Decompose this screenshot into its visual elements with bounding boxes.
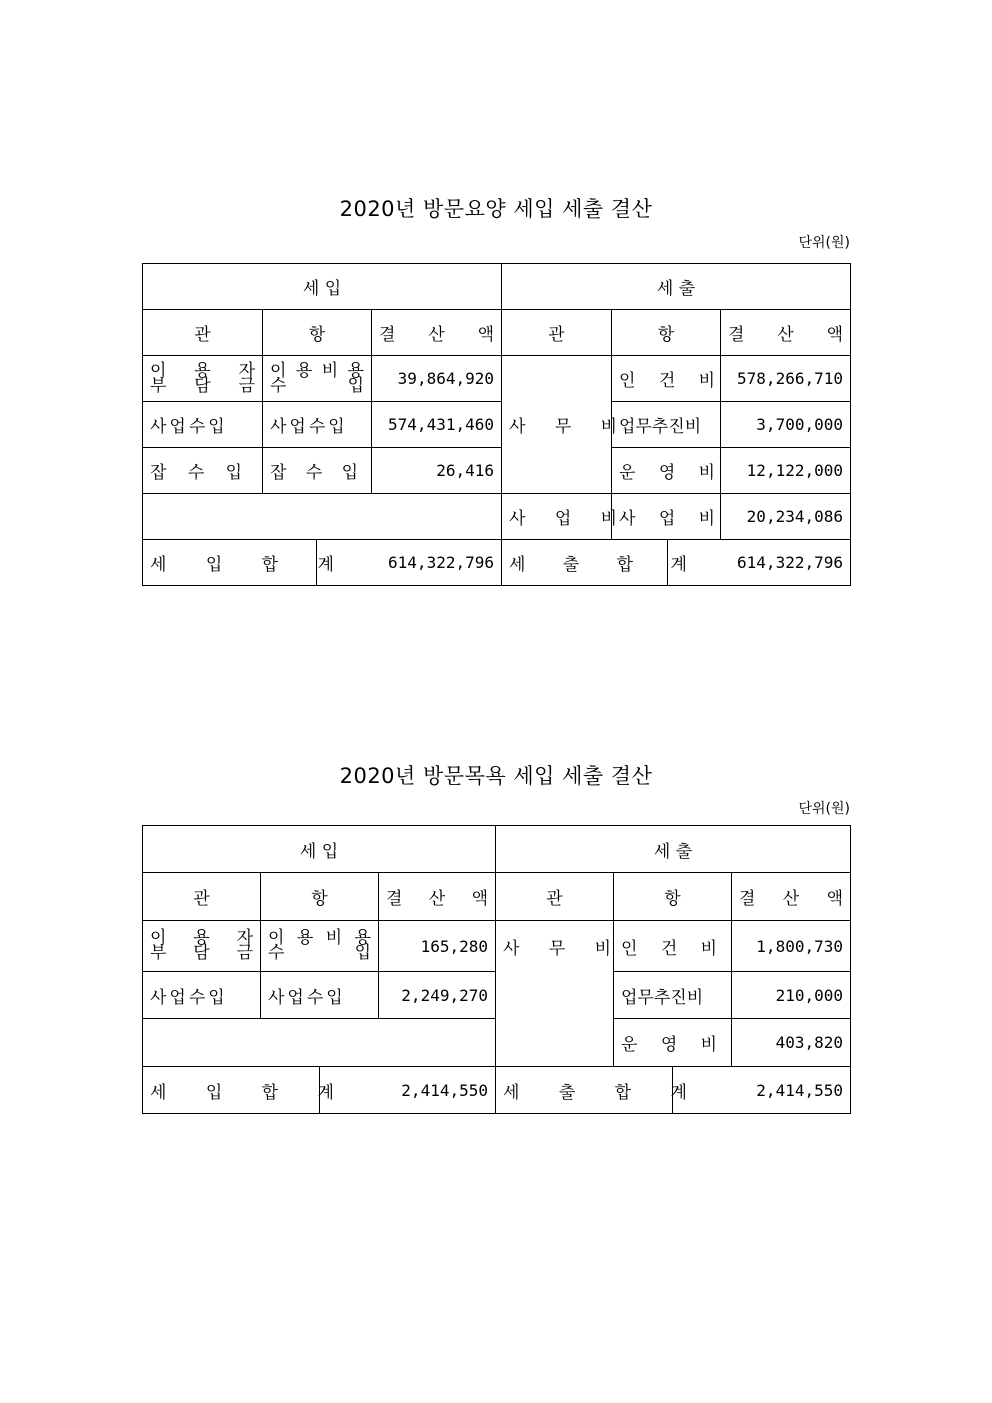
expense-col-gwan: 관 [502,310,612,356]
cell-char: 부 [150,375,167,396]
expense-hang-personnel: 인 건 비 [612,356,721,402]
expense-amount: 3,700,000 [721,402,851,448]
header-char: 결 [379,325,396,345]
income-col-gwan: 관 [143,873,261,921]
expense-col-amount [732,873,851,921]
income-amount: 165,280 [379,921,496,972]
expense-hang-operation: 운 영 비 [612,448,721,494]
expense-total-label: 세 출 합 계 [502,540,668,586]
cell-char: 용 [295,360,313,381]
cell-char: 용 [354,928,371,948]
cell-char: 부 [150,943,167,963]
table2-unit: 단위(원) [798,801,850,817]
cell-char: 용 [347,360,364,381]
cell-char: 수 [270,375,287,396]
table1-title: 2020년 방문요양 세입 세출 결산 [339,197,653,221]
table1-grid [142,263,851,586]
income-header: 세 입 [143,826,496,873]
expense-hang-operation: 운 영 비 [614,1019,732,1067]
income-amount: 26,416 [372,448,502,494]
income-amount: 39,864,920 [372,356,502,402]
header-char: 결 [728,325,745,345]
cell-char: 용 [193,928,210,948]
expense-amount: 403,820 [732,1019,851,1067]
income-empty-cell [143,494,502,540]
expense-total-label: 세 출 합 계 [496,1067,673,1114]
income-gwan-user-charge [143,356,263,402]
expense-hang-promotion: 업무추진비 [614,972,732,1019]
expense-header: 세 출 [502,264,851,310]
income-total-label: 세 입 합 계 [143,540,317,586]
expense-hang-business: 사 업 비 [612,494,721,540]
header-char: 결 [386,889,403,909]
cell-char: 금 [236,943,253,963]
hang-line2 [268,943,371,963]
expense-col-hang: 항 [612,310,721,356]
cell-char: 용 [296,928,314,948]
income-empty-cell [143,1019,496,1067]
income-amount: 2,249,270 [379,972,496,1019]
income-total-value: 614,322,796 [317,540,502,586]
gwan-line2 [150,375,255,396]
income-gwan-user-charge [143,921,261,972]
cell-char: 금 [238,375,255,396]
income-col-hang: 항 [263,310,372,356]
cell-char: 담 [193,943,210,963]
expense-hang-personnel: 인 건 비 [614,921,732,972]
expense-amount: 20,234,086 [721,494,851,540]
header-char: 결 [739,889,756,909]
gwan-line2 [150,943,253,963]
expense-gwan-office: 사 무 비 [502,356,612,494]
cell-char: 담 [194,375,211,396]
income-gwan-misc: 잡 수 입 [143,448,263,494]
expense-col-gwan: 관 [496,873,614,921]
cell-char: 수 [268,943,285,963]
expense-gwan-office: 사 무 비 [496,921,614,1067]
header-char: 액 [826,325,843,345]
income-header: 세 입 [143,264,502,310]
cell-char: 이 [150,360,167,381]
cell-char: 자 [238,360,255,381]
expense-amount: 578,266,710 [721,356,851,402]
cell-char: 비 [321,360,339,381]
expense-header: 세 출 [496,826,851,873]
cell-char: 용 [194,360,211,381]
expense-hang-promotion: 업무추진비 [612,402,721,448]
header-char: 액 [471,889,488,909]
income-hang-usage-fee [261,921,379,972]
header-char: 산 [428,889,446,909]
cell-char: 이 [270,360,287,381]
header-char: 산 [428,325,445,345]
income-hang-usage-fee [263,356,372,402]
income-total-value: 2,414,550 [320,1067,496,1114]
income-gwan-business: 사업수입 [143,402,263,448]
income-total-label: 세 입 합 계 [143,1067,320,1114]
expense-col-hang: 항 [614,873,732,921]
header-char: 액 [477,325,494,345]
income-col-amount [372,310,502,356]
expense-total-value: 2,414,550 [673,1067,851,1114]
cell-char: 입 [347,375,364,396]
expense-total-value: 614,322,796 [668,540,851,586]
cell-char: 자 [236,928,253,948]
header-char: 액 [826,889,843,909]
expense-amount: 210,000 [732,972,851,1019]
expense-col-amount [721,310,851,356]
cell-char: 비 [325,928,343,948]
income-col-hang: 항 [261,873,379,921]
header-char: 산 [782,889,800,909]
cell-char: 이 [150,928,167,948]
income-hang-business: 사업수입 [263,402,372,448]
income-col-gwan: 관 [143,310,263,356]
income-hang-misc: 잡 수 입 [263,448,372,494]
table1-unit: 단위(원) [798,235,850,251]
cell-char: 이 [268,928,285,948]
table2-title: 2020년 방문목욕 세입 세출 결산 [339,764,653,788]
hang-line2 [270,375,364,396]
expense-gwan-business: 사 업 비 [502,494,612,540]
income-hang-business: 사업수입 [261,972,379,1019]
income-col-amount [379,873,496,921]
cell-char: 입 [354,943,371,963]
expense-amount: 12,122,000 [721,448,851,494]
header-char: 산 [777,325,794,345]
income-amount: 574,431,460 [372,402,502,448]
income-gwan-business: 사업수입 [143,972,261,1019]
table2-grid [142,825,851,1114]
expense-amount: 1,800,730 [732,921,851,972]
